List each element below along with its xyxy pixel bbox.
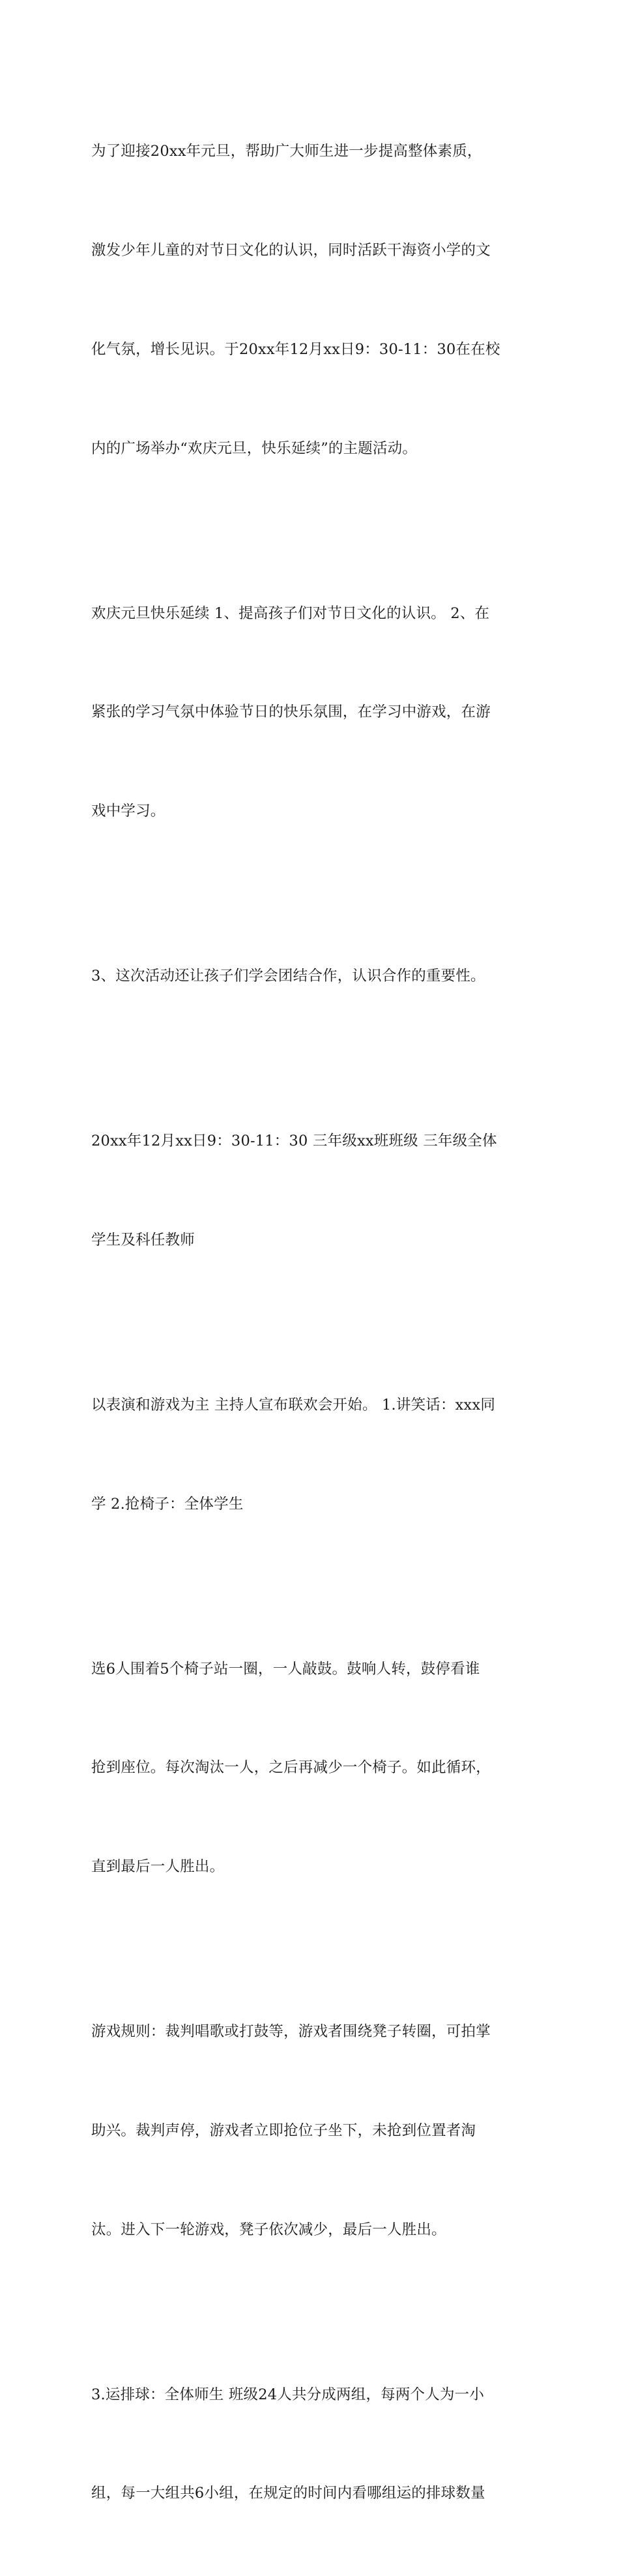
text-line: 欢庆元旦快乐延续 1、提高孩子们对节日文化的认识。 2、在 xyxy=(91,604,490,622)
text-line: 为了迎接20xx年元旦，帮助广大师生进一步提高整体素质， xyxy=(91,143,482,160)
text-line: 直到最后一人胜出。 xyxy=(91,1858,225,1876)
text-line: 化气氛，增长见识。于20xx年12月xx日9：30-11：30在在校 xyxy=(91,340,500,358)
text-line: 学 2.抢椅子：全体学生 xyxy=(91,1495,244,1513)
paragraph-game-rules xyxy=(91,1949,534,2313)
text-line: 组，每一大组共6小组，在规定的时间内看哪组运的排球数量 xyxy=(91,2485,485,2502)
text-line: 助兴。裁判声停，游戏者立即抢位子坐下，未抢到位置者淘 xyxy=(91,2122,476,2139)
paragraph-program xyxy=(91,1323,534,1587)
text-line: 3、这次活动还让孩子们学会团结合作，认识合作的重要性。 xyxy=(91,968,485,985)
text-line: 汰。进入下一轮游戏，凳子依次减少，最后一人胜出。 xyxy=(91,2221,446,2238)
text-line: 激发少年儿童的对节日文化的认识，同时活跃干海资小学的文 xyxy=(91,241,491,259)
paragraph-time-participants xyxy=(91,1059,534,1323)
text-line: 紧张的学习气氛中体验节日的快乐氛围，在学习中游戏，在游 xyxy=(91,703,491,721)
text-line: 学生及科任教师 xyxy=(91,1231,195,1249)
paragraph-goals xyxy=(91,531,534,894)
text-line: 20xx年12月xx日9：30-11：30 三年级xx班班级 三年级全体 xyxy=(91,1133,497,1149)
text-line: 抢到座位。每次淘汰一人，之后再减少一个椅子。如此循环， xyxy=(91,1759,491,1777)
text-line: 以表演和游戏为主 主持人宣布联欢会开始。 1.讲笑话：xxx同 xyxy=(91,1396,496,1414)
paragraph-volleyball xyxy=(91,2312,534,2576)
text-line: 游戏规则：裁判唱歌或打鼓等，游戏者围绕凳子转圈，可拍掌 xyxy=(91,2023,491,2041)
text-line: 3.运排球：全体师生 班级24人共分成两组，每两个人为一小 xyxy=(91,2386,485,2403)
text-line: 选6人围着5个椅子站一圈，一人敲鼓。鼓响人转，鼓停看谁 xyxy=(91,1660,480,1678)
text-line: 戏中学习。 xyxy=(91,803,166,820)
text-line: 内的广场举办“欢庆元旦，快乐延续”的主题活动。 xyxy=(91,439,418,457)
paragraph-goal-three xyxy=(91,894,534,1059)
document-body xyxy=(91,69,534,2576)
paragraph-intro xyxy=(91,69,534,531)
paragraph-chair-game xyxy=(91,1586,534,1949)
